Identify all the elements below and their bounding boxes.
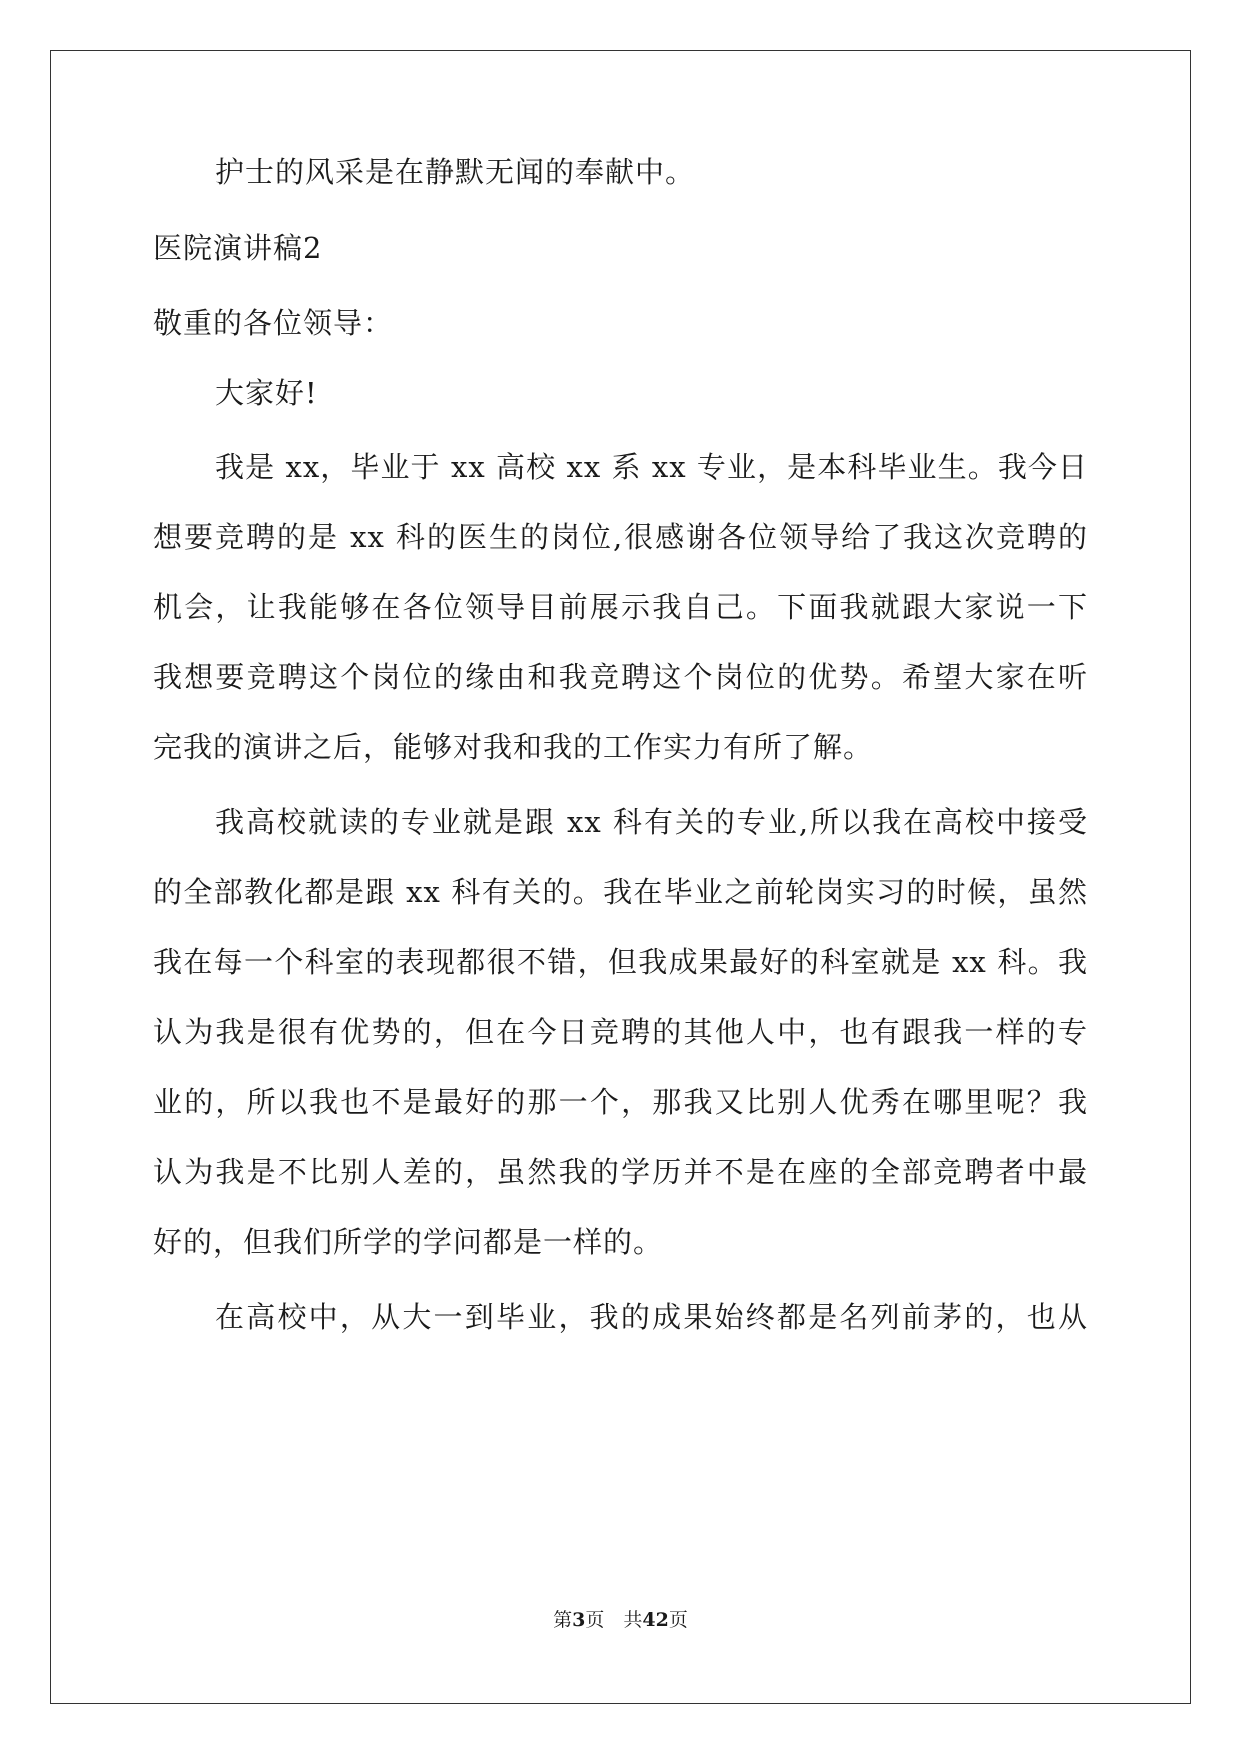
paragraph-line: 认为我是很有优势的，但在今日竞聘的其他人中，也有跟我一样的专 [153,1015,1088,1049]
paragraph-line: 我高校就读的专业就是跟 xx 科有关的专业,所以我在高校中接受 [215,805,1088,839]
paragraph-line: 我在每一个科室的表现都很不错，但我成果最好的科室就是 xx 科。我 [153,945,1088,979]
section-title: 医院演讲稿2 [153,231,323,265]
paragraph-line: 完我的演讲之后，能够对我和我的工作实力有所了解。 [153,730,874,764]
footer-suffix: 页 [668,1609,688,1631]
salutation: 敬重的各位领导： [153,306,394,340]
paragraph-line: 我想要竞聘这个岗位的缘由和我竞聘这个岗位的优势。希望大家在听 [153,660,1088,694]
paragraph-line: 想要竞聘的是 xx 科的医生的岗位,很感谢各位领导给了我这次竞聘的 [153,520,1088,554]
paragraph-line: 我是 xx，毕业于 xx 高校 xx 系 xx 专业，是本科毕业生。我今日 [215,450,1088,484]
footer-prefix: 第 [553,1609,573,1631]
page-footer [0,1608,1241,1632]
paragraph-line: 机会，让我能够在各位领导目前展示我自己。下面我就跟大家说一下 [153,590,1088,624]
footer-total-pages: 42 [642,1609,669,1631]
paragraph-line: 的全部教化都是跟 xx 科有关的。我在毕业之前轮岗实习的时候，虽然 [153,875,1088,909]
footer-middle: 页 共 [585,1609,643,1631]
greeting: 大家好! [215,376,318,410]
paragraph-line: 业的，所以我也不是最好的那一个，那我又比别人优秀在哪里呢？我 [153,1085,1088,1119]
footer-page-number: 3 [572,1609,586,1631]
paragraph-line: 护士的风采是在静默无闻的奉献中。 [215,155,696,189]
paragraph-line: 认为我是不比别人差的，虽然我的学历并不是在座的全部竞聘者中最 [153,1155,1088,1189]
paragraph-line: 好的，但我们所学的学问都是一样的。 [153,1225,664,1259]
paragraph-line: 在高校中，从大一到毕业，我的成果始终都是名列前茅的，也从 [215,1300,1088,1334]
